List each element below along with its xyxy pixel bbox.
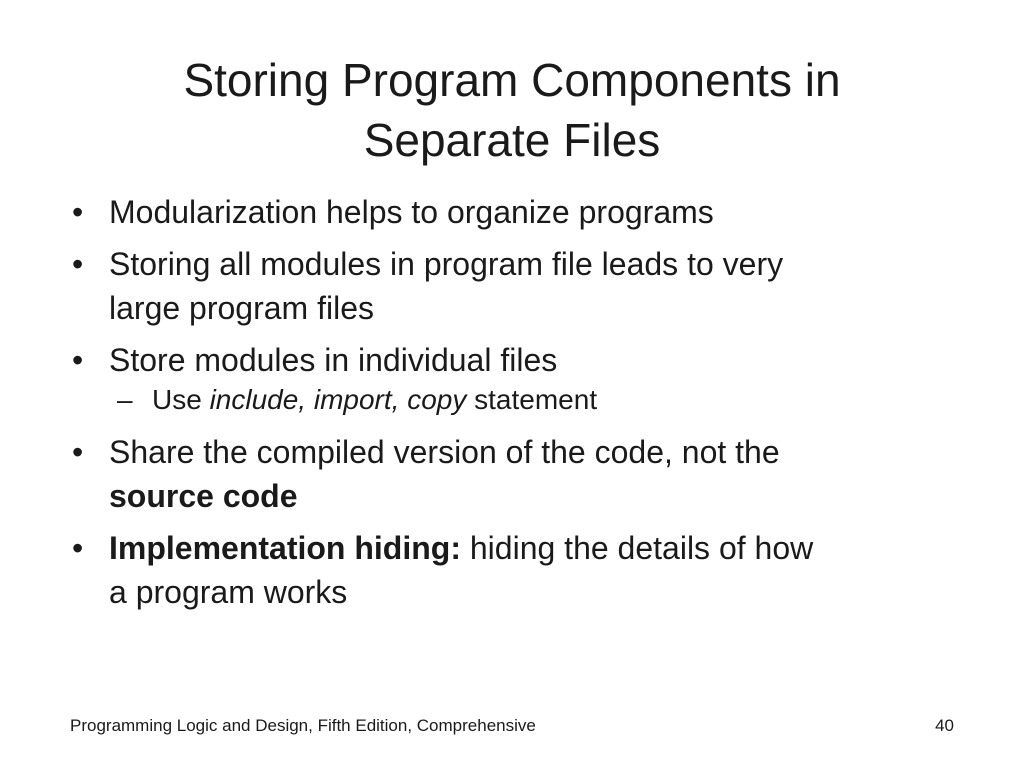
bullet-text: Store modules in individual files: [109, 342, 558, 378]
bullet-item-store-modules: [72, 338, 952, 382]
bullet-item-share-compiled: [72, 430, 952, 518]
sub-bullet-suffix: statement: [466, 384, 598, 415]
sub-bullet-item-use-statement: [72, 380, 952, 420]
slide-title: [60, 50, 964, 170]
bullet-bold-term: source code: [109, 478, 298, 514]
bullet-text-line-1: hiding the details of how: [460, 530, 814, 566]
bullet-icon: •: [72, 530, 84, 566]
bullet-item-storing-all-modules: [72, 242, 952, 330]
footer-book-title: Programming Logic and Design, Fifth Edition, Comprehensive: [70, 716, 536, 735]
bullet-item-implementation-hiding: [72, 526, 952, 614]
footer-page-number: 40: [935, 716, 954, 735]
sub-bullet-keywords: include, import, copy: [209, 384, 467, 415]
bullet-text-line-2: large program files: [109, 290, 374, 326]
bullet-text-line-1: Share the compiled version of the code, not the: [109, 434, 780, 470]
slide-title-line-1: Storing Program Components in: [183, 54, 841, 106]
bullet-icon: •: [72, 194, 84, 230]
bullet-icon: •: [72, 434, 84, 470]
bullet-icon: •: [72, 342, 84, 378]
slide-title-line-2: Separate Files: [363, 114, 661, 166]
bullet-text-line-2: a program works: [109, 574, 348, 610]
bullet-icon: •: [72, 246, 84, 282]
bullet-text: Modularization helps to organize programs: [109, 194, 714, 230]
bullet-text-line-1: Storing all modules in program file leads to very: [109, 246, 784, 282]
bullet-list: [72, 190, 952, 622]
dash-icon: –: [117, 384, 133, 415]
bullet-item-modularization: [72, 190, 952, 234]
bullet-bold-term: Implementation hiding:: [109, 530, 461, 566]
sub-bullet-prefix: Use: [152, 384, 210, 415]
